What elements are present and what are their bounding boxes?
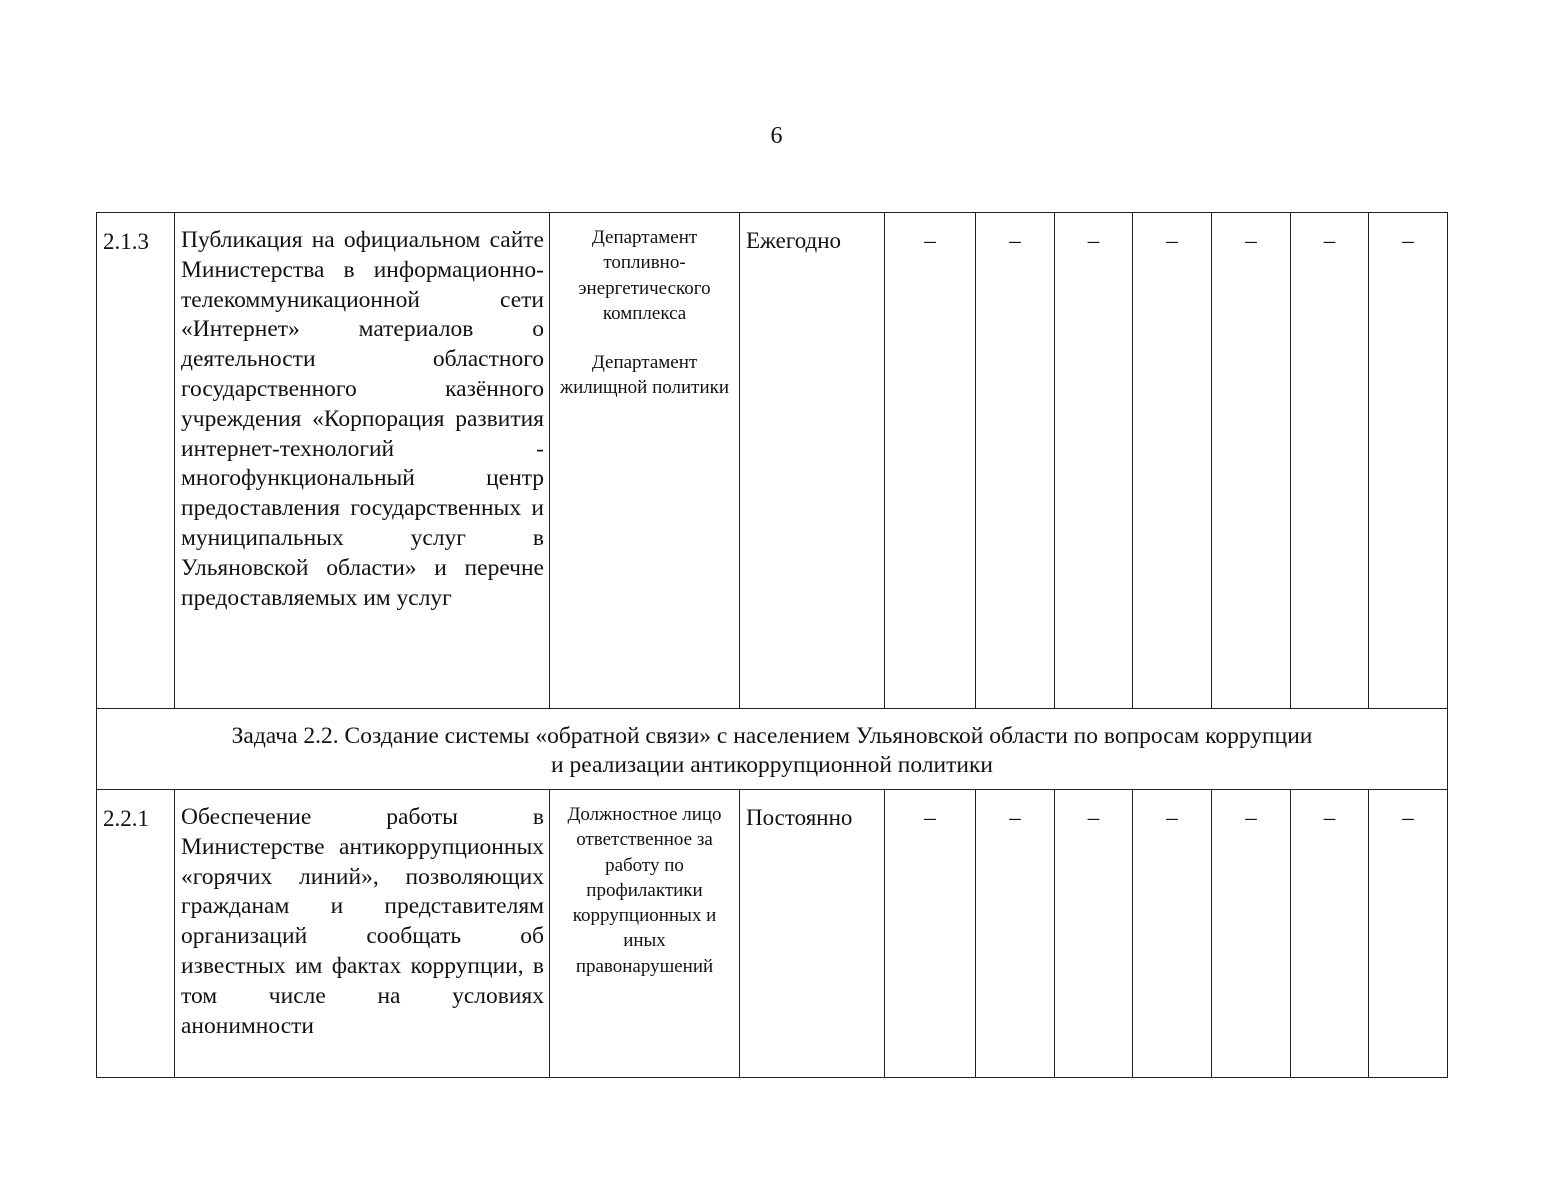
value-cell: – — [1369, 790, 1448, 1078]
executor-cell — [550, 213, 740, 709]
table-row — [97, 790, 1448, 1078]
measure-description-text: Публикация на официальном сайте Министерства в информационно-телекоммуникационной сети «Интернет» материалов о деятельности областного государственного казённого учреждения «Корпорация развития интернет-технологий - многофункциональный центр предоставления государственных и муниципальных услуг в Ульяновской области» и перечне предоставляемых им услуг — [181, 227, 544, 611]
row-number: 2.2.1 — [97, 790, 175, 1078]
task-heading-line: Задача 2.2. Создание системы «обратной связи» с населением Ульяновской области по вопросам коррупции — [231, 723, 1313, 749]
value-cell: – — [1212, 790, 1291, 1078]
value-cell: – — [1133, 790, 1212, 1078]
term-cell: Постоянно — [740, 790, 885, 1078]
value-cell: – — [976, 213, 1055, 709]
measure-description — [175, 213, 550, 709]
value-cell: – — [885, 790, 976, 1078]
measure-description-text: Обеспечение работы в Министерстве антикоррупционных «горячих линий», позволяющих гражданам и представителям организаций сообщать об известных им фактах коррупции, в том числе на условиях анонимности — [181, 804, 544, 1039]
row-number: 2.1.3 — [97, 213, 175, 709]
value-cell: – — [1369, 213, 1448, 709]
page-number: 6 — [770, 123, 783, 149]
value-cell: – — [1055, 213, 1133, 709]
executor-name: Департамент топливно-энергетического комплекса — [578, 227, 711, 324]
value-cell: – — [1212, 213, 1291, 709]
task-heading-row — [97, 709, 1448, 790]
measures-table — [96, 212, 1448, 1078]
table-row — [97, 213, 1448, 709]
value-cell: – — [885, 213, 976, 709]
value-cell: – — [976, 790, 1055, 1078]
value-cell: – — [1291, 213, 1369, 709]
measure-description — [175, 790, 550, 1078]
executor-name: Должностное лицо ответственное за работу по профилактики коррупционных и иных правонарушений — [567, 804, 722, 977]
executor-name: Департамент жилищной политики — [559, 352, 730, 399]
value-cell: – — [1133, 213, 1212, 709]
task-heading-line: и реализации антикоррупционной политики — [551, 752, 993, 778]
value-cell: – — [1055, 790, 1133, 1078]
task-heading — [97, 709, 1448, 790]
executor-cell — [550, 790, 740, 1078]
value-cell: – — [1291, 790, 1369, 1078]
term-cell: Ежегодно — [740, 213, 885, 709]
